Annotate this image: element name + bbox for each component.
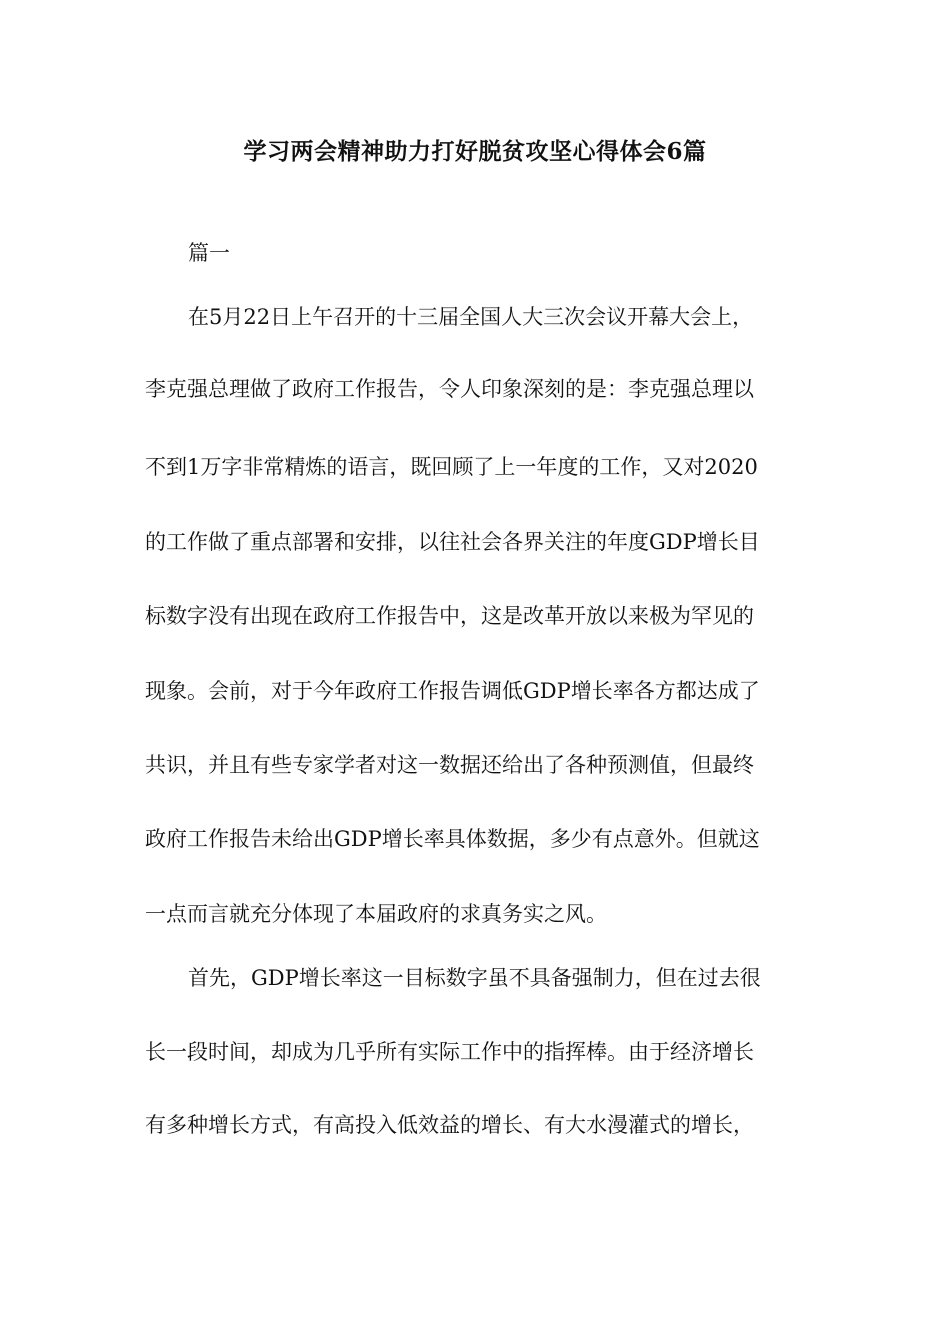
paragraph-line: 共识，并且有些专家学者对这一数据还给出了各种预测值，但最终 [145,753,754,777]
paragraph-line: 在5月22日上午召开的十三届全国人大三次会议开幕大会上， [188,305,754,329]
paragraph-line: 现象。会前，对于今年政府工作报告调低GDP增长率各方都达成了 [145,679,760,703]
paragraph-line: 李克强总理做了政府工作报告，令人印象深刻的是：李克强总理以 [145,377,754,401]
document-title: 学习两会精神助力打好脱贫攻坚心得体会6篇 [243,138,707,165]
paragraph-line: 一点而言就充分体现了本届政府的求真务实之风。 [145,902,607,926]
paragraph-line: 首先，GDP增长率这一目标数字虽不具备强制力，但在过去很 [188,966,761,990]
paragraph-line: 标数字没有出现在政府工作报告中，这是改革开放以来极为罕见的 [145,604,754,628]
paragraph-line: 政府工作报告未给出GDP增长率具体数据，多少有点意外。但就这 [145,827,760,851]
paragraph-line: 不到1万字非常精炼的语言，既回顾了上一年度的工作，又对2020 [145,455,758,479]
paragraph-line: 长一段时间，却成为几乎所有实际工作中的指挥棒。由于经济增长 [145,1040,754,1064]
paragraph-line: 有多种增长方式，有高投入低效益的增长、有大水漫灌式的增长， [145,1113,754,1137]
paragraph-line: 的工作做了重点部署和安排，以往社会各界关注的年度GDP增长目 [145,530,760,554]
section-heading: 篇一 [188,241,230,265]
